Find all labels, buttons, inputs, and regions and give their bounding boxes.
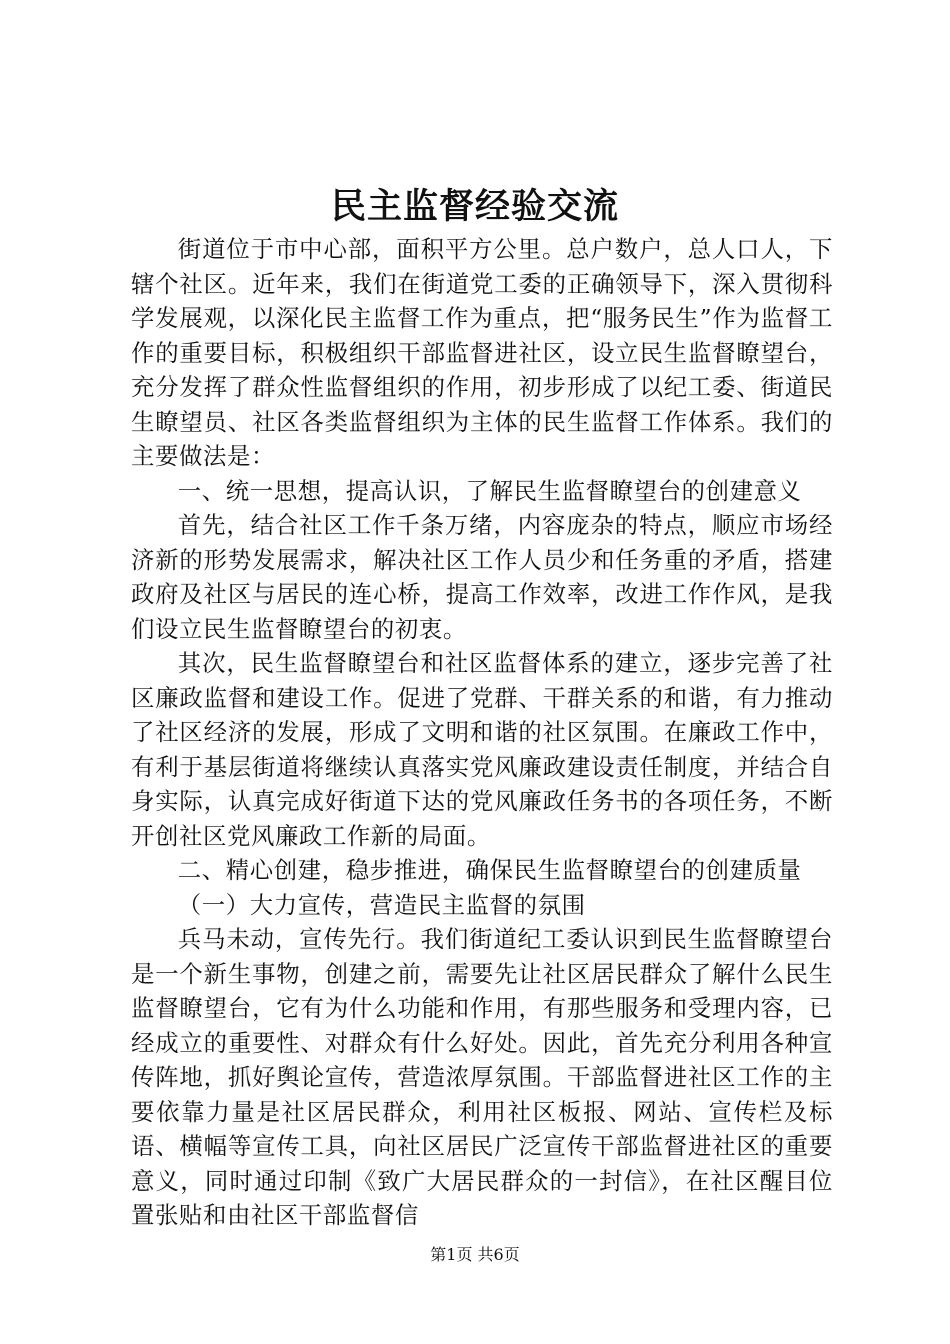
- paragraph-second: 其次，民生监督瞭望台和社区监督体系的建立，逐步完善了社区廉政监督和建设工作。促进了党群、干群关系的和谐，有力推动了社区经济的发展，形成了文明和谐的社区氛围。在廉政工作中，有利于基层街道将继续认真落实党风廉政建设责任制度，并结合自身实际，认真完成好街道下达的党风廉政任务书的各项任务，不断开创社区党风廉政工作新的局面。: [131, 649, 833, 850]
- heading-section-two: 二、精心创建，稳步推进，确保民生监督瞭望台的创建质量: [177, 856, 802, 884]
- heading-section-one: 一、统一思想，提高认识，了解民生监督瞭望台的创建意义: [177, 476, 802, 505]
- paragraph-first: 首先，结合社区工作千条万绪，内容庞杂的特点，顺应市场经济新的形势发展需求，解决社区工作人员少和任务重的矛盾，搭建政府及社区与居民的连心桥，提高工作效率，改进工作作风，是我们设立民生监督瞭望台的初衷。: [131, 511, 833, 643]
- document-body: [131, 232, 833, 1233]
- document-title: 民主监督经验交流: [330, 187, 619, 227]
- paragraph-publicity: 兵马未动，宣传先行。我们街道纪工委认识到民生监督瞭望台是一个新生事物，创建之前，需要先让社区居民群众了解什么民生监督瞭望台，它有为什么功能和作用，有那些服务和受理内容，已经成立的重要性、对群众有什么好处。因此，首先充分利用各种宣传阵地，抓好舆论宣传，营造浓厚氛围。干部监督进社区工作的主要依靠力量是社区居民群众，利用社区板报、网站、宣传栏及标语、横幅等宣传工具，向社区居民广泛宣传干部监督进社区的重要意义，同时通过印制《致广大居民群众的一封信》，在社区醒目位置张贴和由社区干部监督信: [131, 925, 833, 1229]
- heading-subsection-one: （一）大力宣传，营造民主监督的氛围: [177, 890, 586, 919]
- paragraph-intro: 街道位于市中心部，面积平方公里。总户数户，总人口人，下辖个社区。近年来，我们在街道党工委的正确领导下，深入贯彻科学发展观，以深化民主监督工作为重点，把“服务民生”作为监督工作的重要目标，积极组织干部监督进社区，设立民生监督瞭望台，充分发挥了群众性监督组织的作用，初步形成了以纪工委、街道民生瞭望员、社区各类监督组织为主体的民生监督工作体系。我们的主要做法是：: [131, 235, 833, 470]
- page-footer: 第1页 共6页: [430, 1245, 520, 1264]
